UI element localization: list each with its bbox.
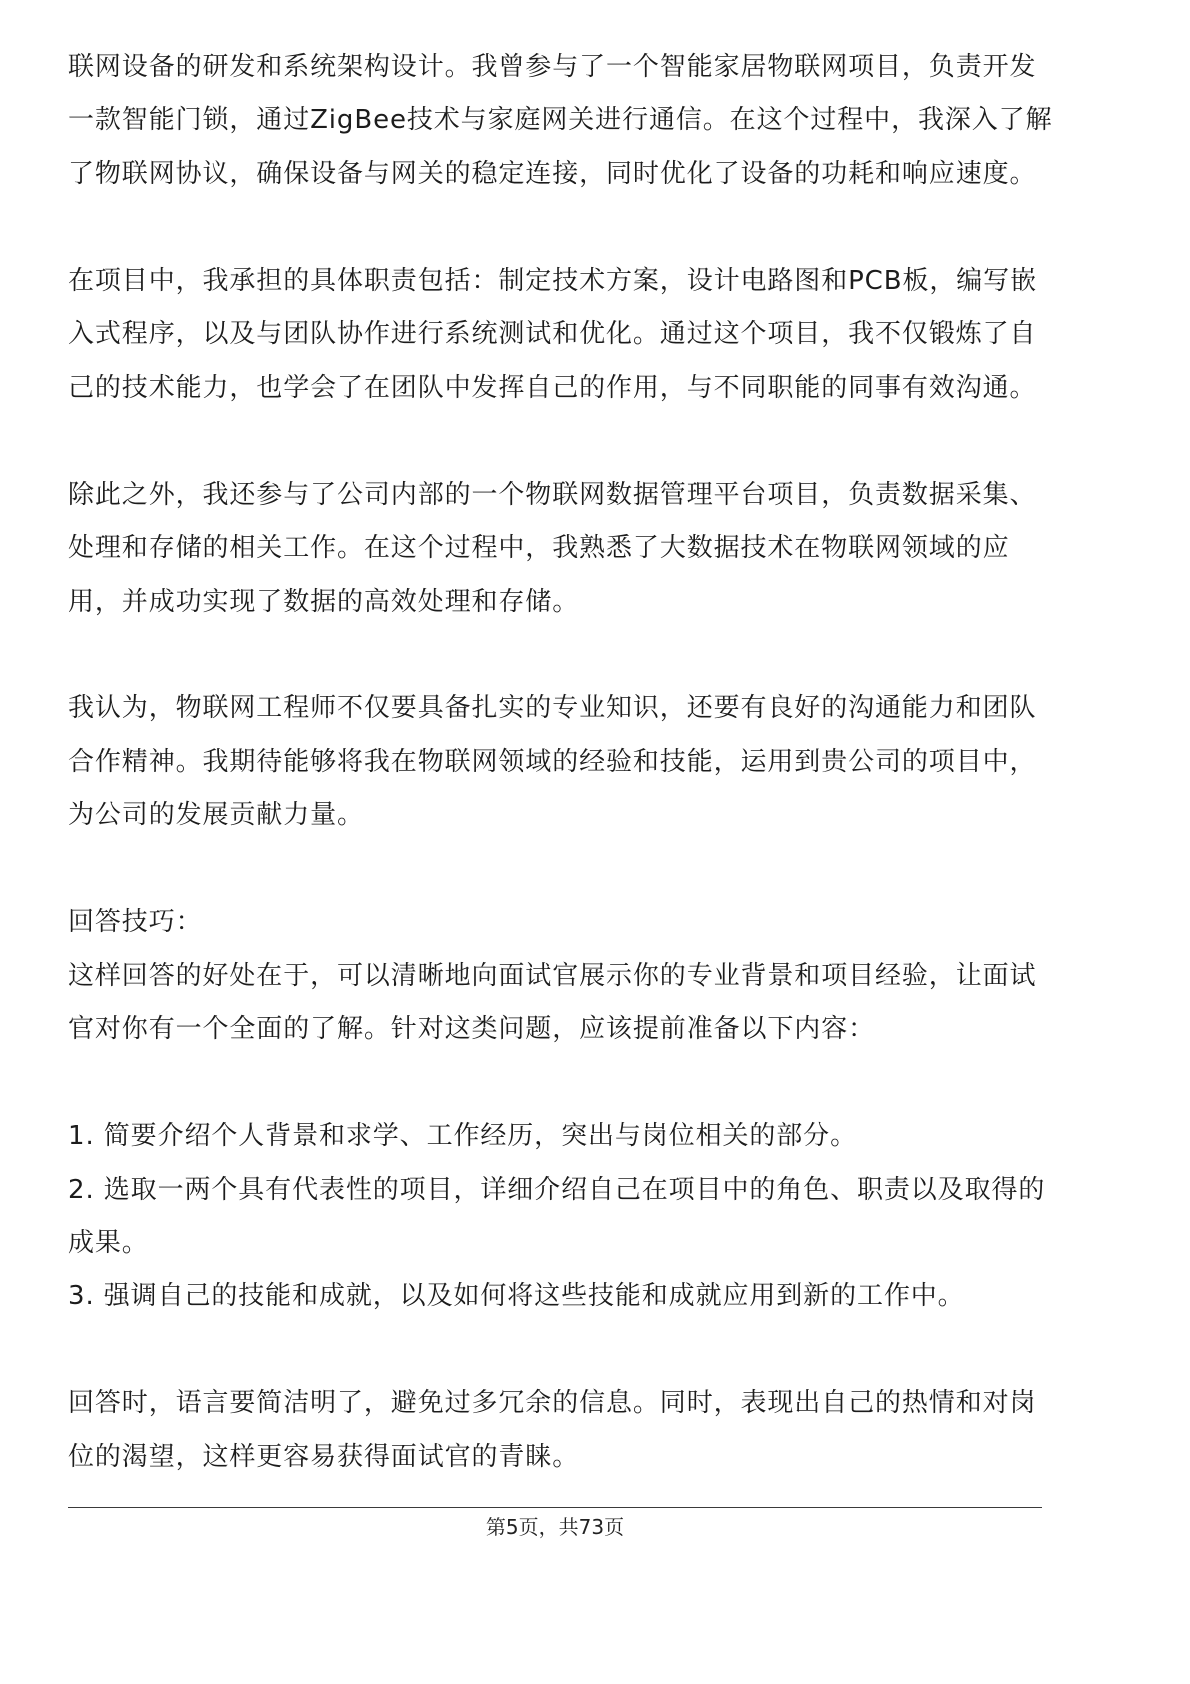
- text-line: 3. 强调自己的技能和成就，以及如何将这些技能和成就应用到新的工作中。: [68, 1281, 965, 1312]
- footer-divider: [68, 1507, 1042, 1508]
- list-item: [68, 1270, 1048, 1323]
- paragraph-gap: [68, 843, 1048, 896]
- paragraph-responsibilities: [68, 255, 1048, 415]
- paragraph-project-intro: [68, 41, 1053, 201]
- text-line: 入式程序，以及与团队协作进行系统测试和优化。通过这个项目，我不仅锻炼了自: [68, 319, 1037, 350]
- text-line: 在项目中，我承担的具体职责包括：制定技术方案，设计电路图和PCB板，编写嵌: [68, 265, 1037, 296]
- text-line: 除此之外，我还参与了公司内部的一个物联网数据管理平台项目，负责数据采集、: [68, 479, 1037, 510]
- text-line: 1. 简要介绍个人背景和求学、工作经历，突出与岗位相关的部分。: [68, 1121, 857, 1152]
- paragraph-closing: [68, 1377, 1048, 1484]
- list-item: [68, 1164, 1048, 1271]
- text-line: 这样回答的好处在于，可以清晰地向面试官展示你的专业背景和项目经验，让面试: [68, 960, 1037, 991]
- text-line: 成果。: [68, 1227, 149, 1258]
- text-line: 回答时，语言要简洁明了，避免过多冗余的信息。同时，表现出自己的热情和对岗: [68, 1388, 1037, 1419]
- paragraph-gap: [68, 629, 1048, 682]
- list-item: [68, 1110, 1048, 1163]
- text-line: 合作精神。我期待能够将我在物联网领域的经验和技能，运用到贵公司的项目中，: [68, 746, 1037, 777]
- text-line: 位的渴望，这样更容易获得面试官的青睐。: [68, 1441, 580, 1472]
- paragraph-gap: [68, 1057, 1048, 1110]
- text-line: 为公司的发展贡献力量。: [68, 800, 364, 831]
- paragraph-conclusion: [68, 682, 1048, 842]
- tips-list: [68, 1110, 1048, 1324]
- paragraph-gap: [68, 415, 1048, 468]
- paragraph-gap: [68, 201, 1048, 254]
- text-line: 联网设备的研发和系统架构设计。我曾参与了一个智能家居物联网项目，负责开发: [68, 52, 1037, 82]
- text-line: 2. 选取一两个具有代表性的项目，详细介绍自己在项目中的角色、职责以及取得的: [68, 1174, 1046, 1205]
- page-body: [68, 41, 1053, 1484]
- tips-intro: [68, 950, 1048, 1057]
- text-line: 我认为，物联网工程师不仅要具备扎实的专业知识，还要有良好的沟通能力和团队: [68, 693, 1037, 724]
- paragraph-gap: [68, 1324, 1048, 1377]
- page-number: 第5页，共73页: [485, 1515, 625, 1539]
- text-line: 一款智能门锁，通过ZigBee技术与家庭网关进行通信。在这个过程中，我深入了解: [68, 105, 1053, 136]
- text-line: 己的技术能力，也学会了在团队中发挥自己的作用，与不同职能的同事有效沟通。: [68, 372, 1037, 403]
- tips-heading: 回答技巧：: [68, 907, 203, 938]
- text-line: 用，并成功实现了数据的高效处理和存储。: [68, 586, 580, 617]
- text-line: 处理和存储的相关工作。在这个过程中，我熟悉了大数据技术在物联网领域的应: [68, 533, 1010, 564]
- text-line: 官对你有一个全面的了解。针对这类问题，应该提前准备以下内容：: [68, 1014, 876, 1045]
- paragraph-data-platform: [68, 469, 1048, 629]
- text-line: 了物联网协议，确保设备与网关的稳定连接，同时优化了设备的功耗和响应速度。: [68, 158, 1037, 189]
